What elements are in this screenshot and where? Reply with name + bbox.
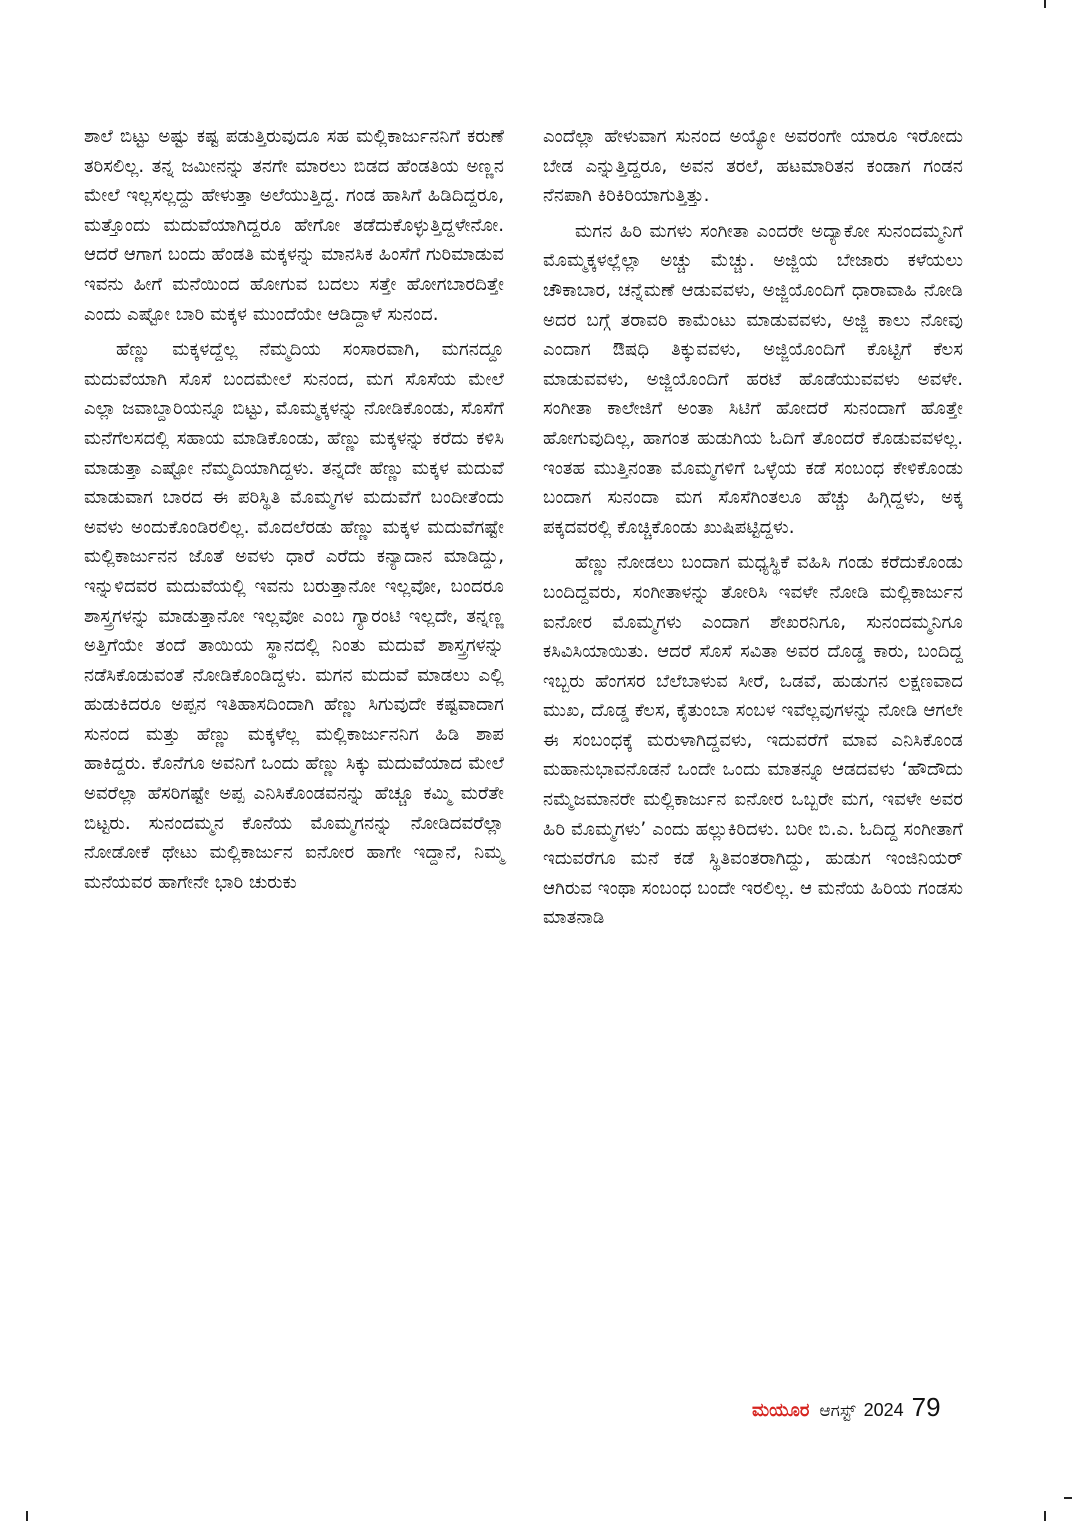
- page-footer: [752, 1392, 972, 1432]
- left-paragraph-1: ಶಾಲೆ ಬಿಟ್ಟು ಅಷ್ಟು ಕಷ್ಟ ಪಡುತ್ತಿರುವುದೂ ಸಹ ಮಲ್ಲಿಕಾರ್ಜುನನಿಗೆ ಕರುಣೆ ತರಿಸಲಿಲ್ಲ. ತನ್ನ ಜಮೀನನ್ನು ತನಗೇ ಮಾರಲು ಬಿಡದ ಹೆಂಡತಿಯ ಅಣ್ಣನ ಮೇಲೆ ಇಲ್ಲಸಲ್ಲದ್ದು ಹೇಳುತ್ತಾ ಅಲೆಯುತ್ತಿದ್ದ. ಗಂಡ ಹಾಸಿಗೆ ಹಿಡಿದಿದ್ದರೂ, ಮತ್ತೊಂದು ಮದುವೆಯಾಗಿದ್ದರೂ ಹೇಗೋ ತಡೆದುಕೊಳ್ಳುತ್ತಿದ್ದಳೇನೋ. ಆದರೆ ಆಗಾಗ ಬಂದು ಹೆಂಡತಿ ಮಕ್ಕಳನ್ನು ಮಾನಸಿಕ ಹಿಂಸೆಗೆ ಗುರಿಮಾಡುವ ಇವನು ಹೀಗೆ ಮನೆಯಿಂದ ಹೋಗುವ ಬದಲು ಸತ್ತೇ ಹೋಗಬಾರದಿತ್ತೇ ಎಂದು ಎಷ್ಟೋ ಬಾರಿ ಮಕ್ಕಳ ಮುಂದೆಯೇ ಆಡಿದ್ದಾಳೆ ಸುನಂದ.: [84, 126, 504, 325]
- right-paragraph-3: ಹೆಣ್ಣು ನೋಡಲು ಬಂದಾಗ ಮಧ್ಯಸ್ಥಿಕೆ ವಹಿಸಿ ಗಂಡು ಕರೆದುಕೊಂಡು ಬಂದಿದ್ದವರು, ಸಂಗೀತಾಳನ್ನು ತೋರಿಸಿ ಇವಳೇ ನೋಡಿ ಮಲ್ಲಿಕಾರ್ಜುನ ಐನೋರ ಮೊಮ್ಮಗಳು ಎಂದಾಗ ಶೇಖರನಿಗೂ, ಸುನಂದಮ್ಮನಿಗೂ ಕಸಿವಿಸಿಯಾಯಿತು. ಆದರೆ ಸೊಸೆ ಸವಿತಾ ಅವರ ದೊಡ್ಡ ಕಾರು, ಬಂದಿದ್ದ ಇಬ್ಬರು ಹೆಂಗಸರ ಬೆಲೆಬಾಳುವ ಸೀರೆ, ಒಡವೆ, ಹುಡುಗನ ಲಕ್ಷಣವಾದ ಮುಖ, ದೊಡ್ಡ ಕೆಲಸ, ಕೈತುಂಬಾ ಸಂಬಳ ಇವೆಲ್ಲವುಗಳನ್ನು ನೋಡಿ ಆಗಲೇ ಈ ಸಂಬಂಧಕ್ಕೆ ಮರುಳಾಗಿದ್ದವಳು, ಇದುವರೆಗೆ ಮಾವ ಎನಿಸಿಕೊಂಡ ಮಹಾನುಭಾವನೊಡನೆ ಒಂದೇ ಒಂದು ಮಾತನ್ನೂ ಆಡದವಳು ‘ಹೌದೌದು ನಮ್ಮೆಜಮಾನರೇ ಮಲ್ಲಿಕಾರ್ಜುನ ಐನೋರ ಒಬ್ಬರೇ ಮಗ, ಇವಳೇ ಅವರ ಹಿರಿ ಮೊಮ್ಮಗಳು’ ಎಂದು ಹಲ್ಲುಕಿರಿದಳು. ಬರೀ ಬಿ.ಎ. ಓದಿದ್ದ ಸಂಗೀತಾಗೆ ಇದುವರೆಗೂ ಮನೆ ಕಡೆ ಸ್ಥಿತಿವಂತರಾಗಿದ್ದು, ಹುಡುಗ ಇಂಜಿನಿಯರ್ ಆಗಿರುವ ಇಂಥಾ ಸಂಬಂಧ ಬಂದೇ ಇರಲಿಲ್ಲ. ಆ ಮನೆಯ ಹಿರಿಯ ಗಂಡಸು ಮಾತನಾಡಿ: [543, 552, 963, 929]
- page-number: 79: [911, 1392, 941, 1422]
- crop-mark-top-right: [1044, 0, 1046, 8]
- left-paragraph-2: ಹೆಣ್ಣು ಮಕ್ಕಳದ್ದೆಲ್ಲ ನೆಮ್ಮದಿಯ ಸಂಸಾರವಾಗಿ, ಮಗನದ್ದೂ ಮದುವೆಯಾಗಿ ಸೊಸೆ ಬಂದಮೇಲೆ ಸುನಂದ, ಮಗ ಸೊಸೆಯ ಮೇಲೆ ಎಲ್ಲಾ ಜವಾಬ್ದಾರಿಯನ್ನೂ ಬಿಟ್ಟು, ಮೊಮ್ಮಕ್ಕಳನ್ನು ನೋಡಿಕೊಂಡು, ಸೊಸೆಗೆ ಮನೆಗೆಲಸದಲ್ಲಿ ಸಹಾಯ ಮಾಡಿಕೊಂಡು, ಹೆಣ್ಣು ಮಕ್ಕಳನ್ನು ಕರೆದು ಕಳಿಸಿ ಮಾಡುತ್ತಾ ಎಷ್ಟೋ ನೆಮ್ಮದಿಯಾಗಿದ್ದಳು. ತನ್ನದೇ ಹೆಣ್ಣು ಮಕ್ಕಳ ಮದುವೆ ಮಾಡುವಾಗ ಬಾರದ ಈ ಪರಿಸ್ಥಿತಿ ಮೊಮ್ಮಗಳ ಮದುವೆಗೆ ಬಂದೀತೆಂದು ಅವಳು ಅಂದುಕೊಂಡಿರಲಿಲ್ಲ. ಮೊದಲೆರಡು ಹೆಣ್ಣು ಮಕ್ಕಳ ಮದುವೆಗಷ್ಟೇ ಮಲ್ಲಿಕಾರ್ಜುನನ ಜೊತೆ ಅವಳು ಧಾರೆ ಎರೆದು ಕನ್ಯಾದಾನ ಮಾಡಿದ್ದು, ಇನ್ನುಳಿದವರ ಮದುವೆಯಲ್ಲಿ ಇವನು ಬರುತ್ತಾನೋ ಇಲ್ಲವೋ, ಬಂದರೂ ಶಾಸ್ತ್ರಗಳನ್ನು ಮಾಡುತ್ತಾನೋ ಇಲ್ಲವೋ ಎಂಬ ಗ್ಯಾರಂಟಿ ಇಲ್ಲದೇ, ತನ್ನಣ್ಣ ಅತ್ತಿಗೆಯೇ ತಂದೆ ತಾಯಿಯ ಸ್ಥಾನದಲ್ಲಿ ನಿಂತು ಮದುವೆ ಶಾಸ್ತ್ರಗಳನ್ನು ನಡೆಸಿಕೊಡುವಂತೆ ನೋಡಿಕೊಂಡಿದ್ದಳು. ಮಗನ ಮದುವೆ ಮಾಡಲು ಎಲ್ಲಿ ಹುಡುಕಿದರೂ ಅಪ್ಪನ ಇತಿಹಾಸದಿಂದಾಗಿ ಹೆಣ್ಣು ಸಿಗುವುದೇ ಕಷ್ಟವಾದಾಗ ಸುನಂದ ಮತ್ತು ಹೆಣ್ಣು ಮಕ್ಕಳೆಲ್ಲ ಮಲ್ಲಿಕಾರ್ಜುನನಿಗ ಹಿಡಿ ಶಾಪ ಹಾಕಿದ್ದರು. ಕೊನೆಗೂ ಅವನಿಗೆ ಒಂದು ಹೆಣ್ಣು ಸಿಕ್ಕು ಮದುವೆಯಾದ ಮೇಲೆ ಅವರೆಲ್ಲಾ ಹೆಸರಿಗಷ್ಟೇ ಅಪ್ಪ ಎನಿಸಿಕೊಂಡವನನ್ನು ಹೆಚ್ಚೂ ಕಮ್ಮಿ ಮರೆತೇ ಬಿಟ್ಟರು. ಸುನಂದಮ್ಮನ ಕೊನೆಯ ಮೊಮ್ಮಗನನ್ನು ನೋಡಿದವರೆಲ್ಲಾ ನೋಡೋಕೆ ಥೇಟು ಮಲ್ಲಿಕಾರ್ಜುನ ಐನೋರ ಹಾಗೇ ಇದ್ದಾನೆ, ನಿಮ್ಮ ಮನೆಯವರ ಹಾಗೇನೇ ಭಾರಿ ಚುರುಕು: [84, 339, 504, 893]
- right-paragraph-1: ಎಂದೆಲ್ಲಾ ಹೇಳುವಾಗ ಸುನಂದ ಅಯ್ಯೋ ಅವರಂಗೇ ಯಾರೂ ಇರೋದು ಬೇಡ ಎನ್ನುತ್ತಿದ್ದರೂ, ಅವನ ತರಲೆ, ಹಟಮಾರಿತನ ಕಂಡಾಗ ಗಂಡನ ನೆನಪಾಗಿ ಕಿರಿಕಿರಿಯಾಗುತ್ತಿತ್ತು.: [543, 126, 963, 207]
- crop-mark-right-h: [1064, 1497, 1072, 1499]
- issue-month: ಆಗಸ್ಟ್: [819, 1401, 856, 1421]
- magazine-name: ಮಯೂರ: [752, 1400, 810, 1421]
- left-column: [84, 122, 504, 1382]
- crop-mark-bottom-left: [26, 1511, 28, 1521]
- right-column: [543, 122, 963, 1382]
- crop-mark-bottom-right-v: [1044, 1511, 1046, 1521]
- issue-year: 2024: [863, 1400, 904, 1420]
- right-paragraph-2: ಮಗನ ಹಿರಿ ಮಗಳು ಸಂಗೀತಾ ಎಂದರೇ ಅದ್ಯಾಕೋ ಸುನಂದಮ್ಮನಿಗೆ ಮೊಮ್ಮಕ್ಕಳಲ್ಲೆಲ್ಲಾ ಅಚ್ಚು ಮೆಚ್ಚು. ಅಜ್ಜಿಯ ಬೇಜಾರು ಕಳೆಯಲು ಚೌಕಾಬಾರ, ಚನ್ನೆಮಣೆ ಆಡುವವಳು, ಅಜ್ಜಿಯೊಂದಿಗೆ ಧಾರಾವಾಹಿ ನೋಡಿ ಅದರ ಬಗ್ಗೆ ತರಾವರಿ ಕಾಮೆಂಟು ಮಾಡುವವಳು, ಅಜ್ಜಿ ಕಾಲು ನೋವು ಎಂದಾಗ ಔಷಧಿ ತಿಕ್ಕುವವಳು, ಅಜ್ಜಿಯೊಂದಿಗೆ ಕೊಟ್ಟಿಗೆ ಕೆಲಸ ಮಾಡುವವಳು, ಅಜ್ಜಿಯೊಂದಿಗೆ ಹರಟೆ ಹೊಡೆಯುವವಳು ಅವಳೇ. ಸಂಗೀತಾ ಕಾಲೇಜಿಗೆ ಅಂತಾ ಸಿಟಿಗೆ ಹೋದರೆ ಸುನಂದಾಗೆ ಹೊತ್ತೇ ಹೋಗುವುದಿಲ್ಲ, ಹಾಗಂತ ಹುಡುಗಿಯ ಓದಿಗೆ ತೊಂದರೆ ಕೊಡುವವಳಲ್ಲ. ಇಂತಹ ಮುತ್ತಿನಂತಾ ಮೊಮ್ಮಗಳಿಗೆ ಒಳ್ಳೆಯ ಕಡೆ ಸಂಬಂಧ ಕೇಳಿಕೊಂಡು ಬಂದಾಗ ಸುನಂದಾ ಮಗ ಸೊಸೆಗಿಂತಲೂ ಹೆಚ್ಚು ಹಿಗ್ಗಿದ್ದಳು, ಅಕ್ಕ ಪಕ್ಕದವರಲ್ಲಿ ಕೊಚ್ಚಿಕೊಂಡು ಖುಷಿಪಟ್ಟಿದ್ದಳು.: [543, 220, 963, 538]
